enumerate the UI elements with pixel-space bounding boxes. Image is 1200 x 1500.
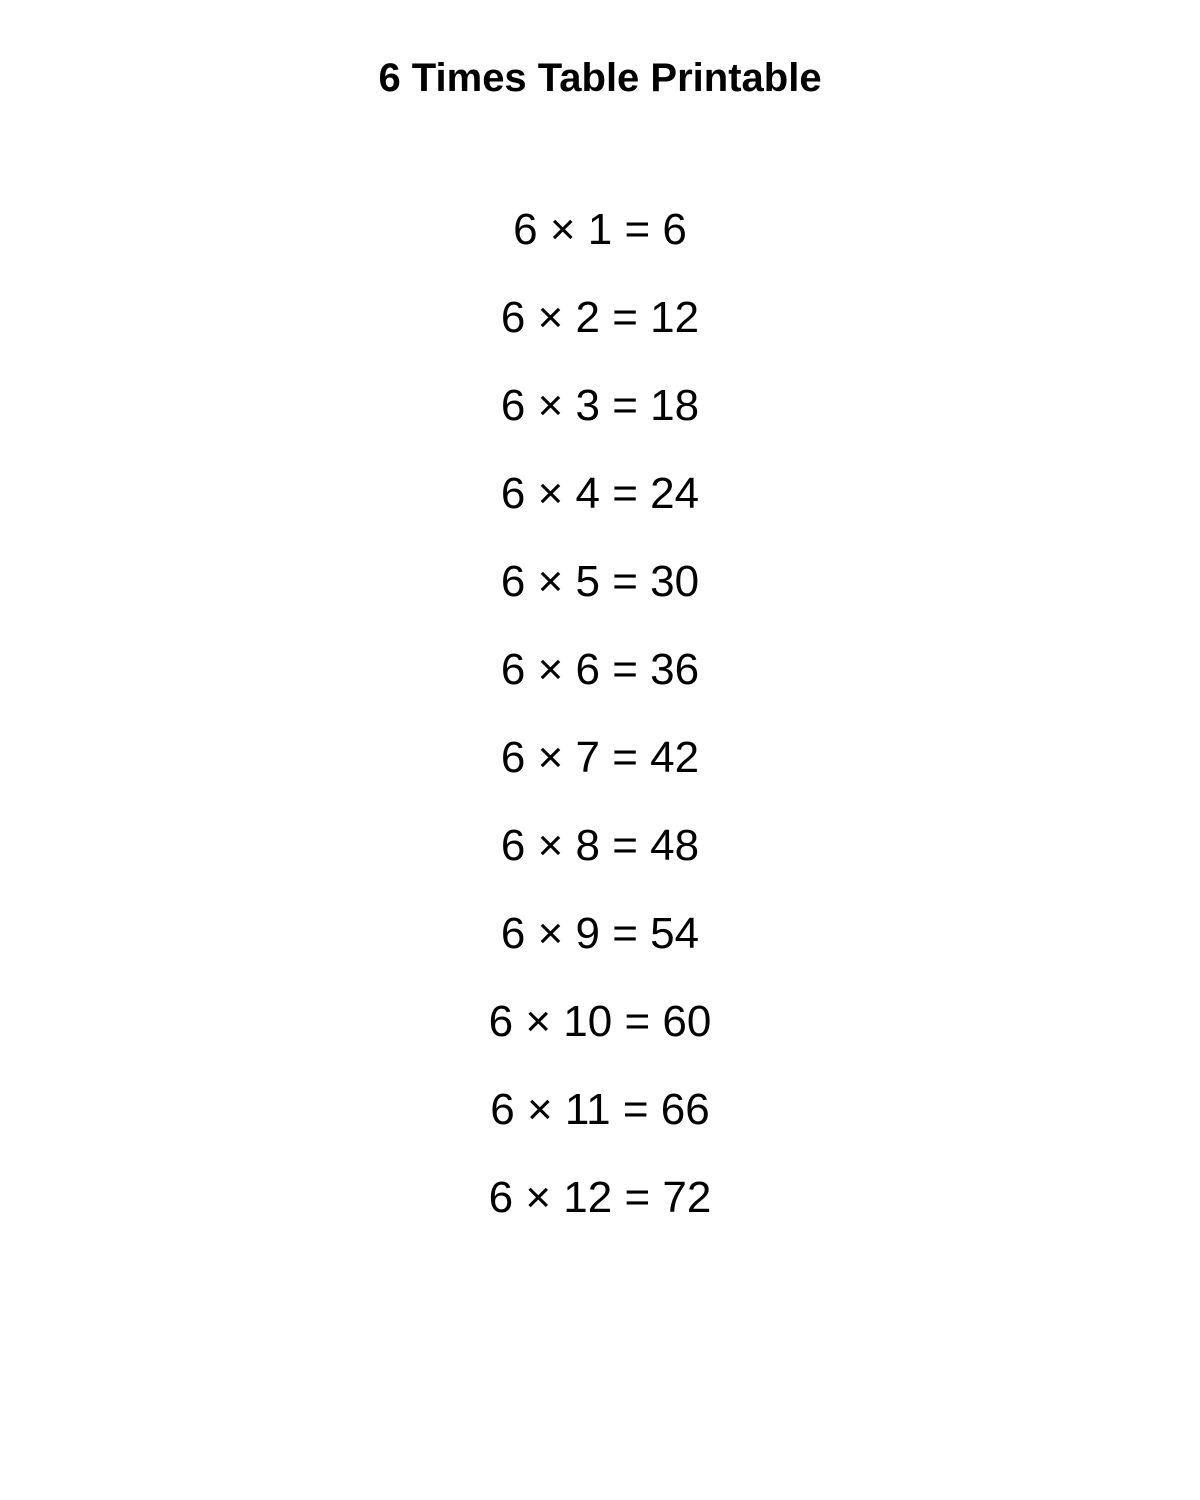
- table-row-9: 6 × 9 = 54: [500, 909, 700, 958]
- table-row-6: 6 × 6 = 36: [500, 645, 700, 694]
- table-row-12: 6 × 12 = 72: [488, 1173, 712, 1222]
- table-row-4: 6 × 4 = 24: [500, 469, 700, 518]
- page-title: 6 Times Table Printable: [378, 56, 822, 100]
- times-table-list: [0, 204, 1200, 1260]
- table-row-8: 6 × 8 = 48: [500, 821, 700, 870]
- table-row-7: 6 × 7 = 42: [500, 733, 700, 782]
- table-row-1: 6 × 1 = 6: [513, 205, 687, 254]
- table-row-3: 6 × 3 = 18: [500, 381, 700, 430]
- table-row-11: 6 × 11 = 66: [490, 1085, 710, 1134]
- table-row-10: 6 × 10 = 60: [488, 997, 712, 1046]
- table-row-2: 6 × 2 = 12: [500, 293, 700, 342]
- table-row-5: 6 × 5 = 30: [500, 557, 700, 606]
